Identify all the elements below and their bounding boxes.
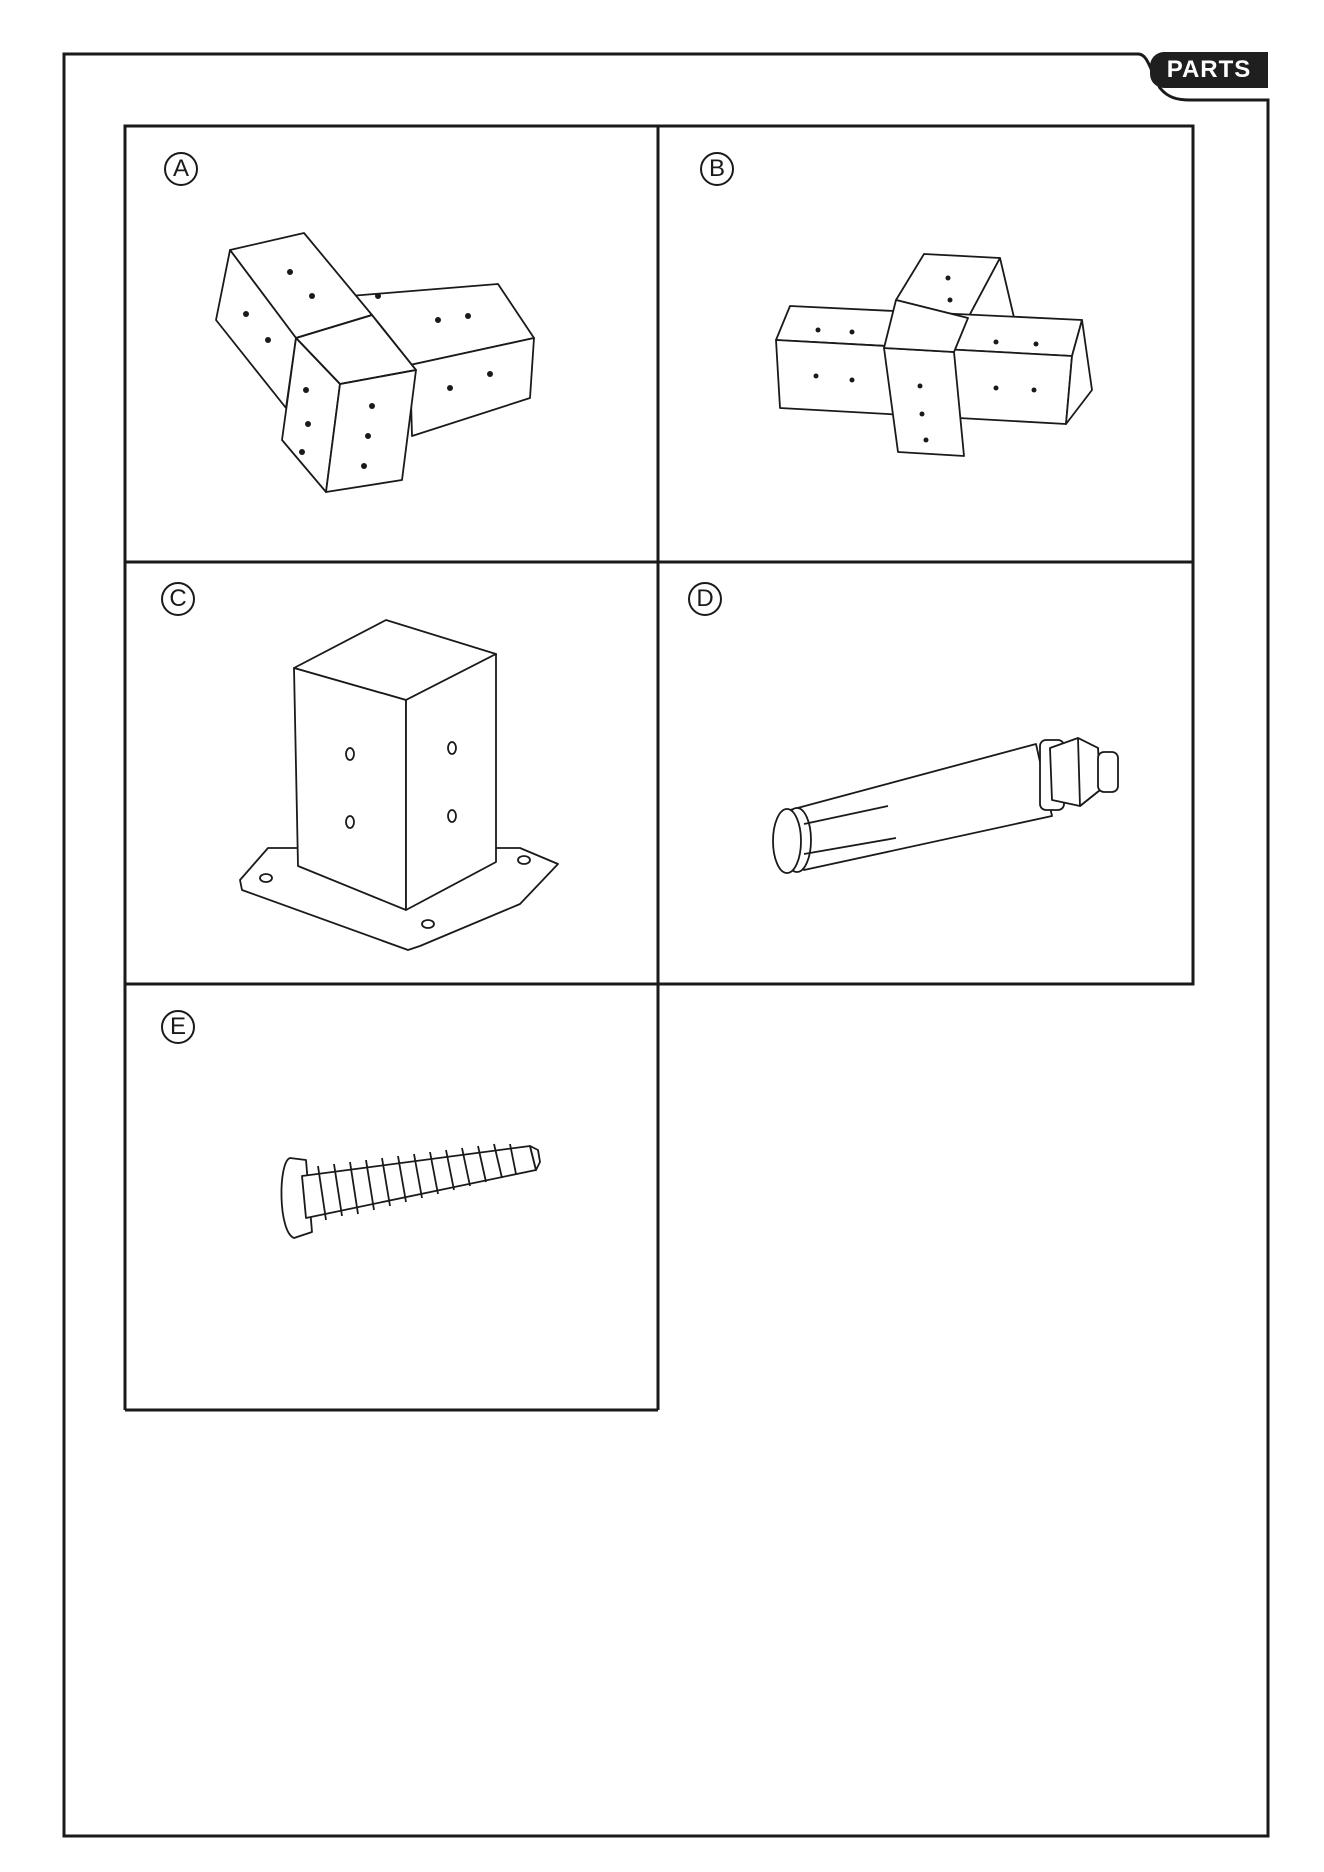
part-b-drawing xyxy=(776,254,1092,456)
parts-tab xyxy=(1150,52,1268,88)
part-a-label: A xyxy=(164,152,198,186)
part-d-label: D xyxy=(688,582,722,616)
part-e-label: E xyxy=(161,1010,195,1044)
parts-tab-label: PARTS xyxy=(1166,56,1252,83)
part-a-drawing xyxy=(216,233,534,492)
part-d-drawing xyxy=(773,738,1118,873)
part-b-label: B xyxy=(700,152,734,186)
part-c-label: C xyxy=(161,582,195,616)
part-c-drawing xyxy=(240,620,558,950)
part-e-drawing xyxy=(281,1144,540,1238)
